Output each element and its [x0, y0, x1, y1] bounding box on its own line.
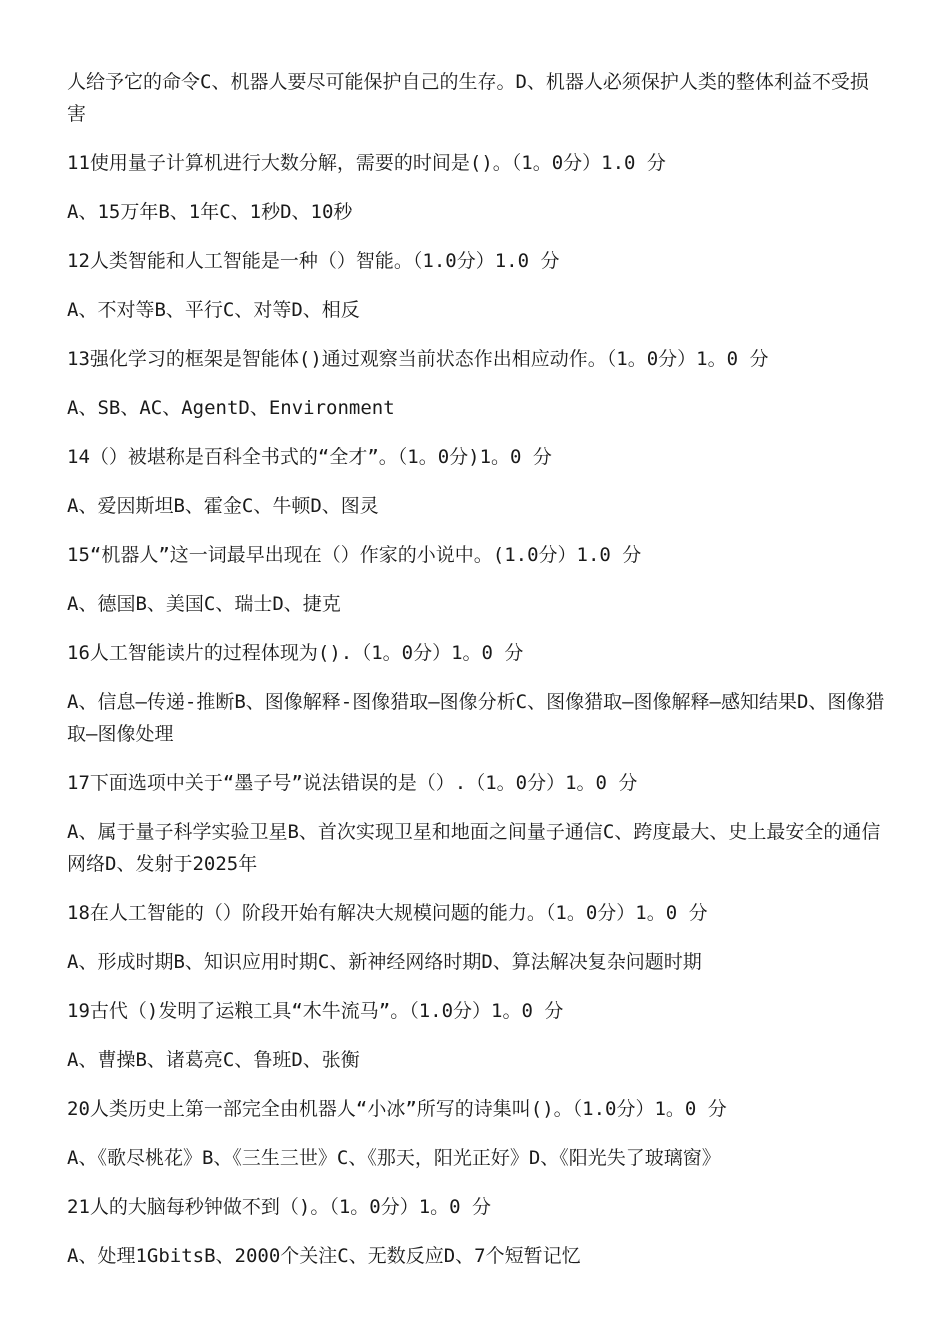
- question-16: 16人工智能读片的过程体现为().（1。0分）1。0 分: [67, 642, 524, 664]
- question-17: 17下面选项中关于“墨子号”说法错误的是（）.（1。0分）1。0 分: [67, 772, 638, 794]
- question-17-options: A、属于量子科学实验卫星B、首次实现卫星和地面之间量子通信C、跨度最大、史上最安全的通信网络D、发射于2025年: [67, 821, 881, 875]
- question-19: 19古代（)发明了运粮工具“木牛流马”。（1.0分）1。0 分: [67, 1000, 564, 1022]
- question-11-options: A、15万年B、1年C、1秒D、10秒: [67, 201, 353, 223]
- question-18: 18在人工智能的（）阶段开始有解决大规模问题的能力。（1。0分）1。0 分: [67, 902, 708, 924]
- question-11: 11使用量子计算机进行大数分解，需要的时间是()。（1。0分）1.0 分: [67, 152, 666, 174]
- question-16-options: A、信息—传递-推断B、图像解释-图像猎取—图像分析C、图像猎取—图像解释—感知结果D、图像猎取—图像处理: [67, 691, 885, 745]
- document-page: [67, 66, 887, 1289]
- question-19-options: A、曹操B、诸葛亮C、鲁班D、张衡: [67, 1049, 360, 1071]
- question-15-options: A、德国B、美国C、瑞士D、捷克: [67, 593, 341, 615]
- question-20-options: A、《歌尽桃花》B、《三生三世》C、《那天，阳光正好》D、《阳光失了玻璃窗》: [67, 1147, 721, 1169]
- question-18-options: A、形成时期B、知识应用时期C、新神经网络时期D、算法解决复杂问题时期: [67, 951, 702, 973]
- question-14: 14（）被堪称是百科全书式的“全才”。（1。0分)1。0 分: [67, 446, 552, 468]
- question-12-options: A、不对等B、平行C、对等D、相反: [67, 299, 360, 321]
- question-15: 15“机器人”这一词最早出现在（）作家的小说中。(1.0分）1.0 分: [67, 544, 642, 566]
- question-20: 20人类历史上第一部完全由机器人“小冰”所写的诗集叫()。（1.0分）1。0 分: [67, 1098, 727, 1120]
- question-21-options: A、处理1GbitsB、2000个关注C、无数反应D、7个短暂记忆: [67, 1245, 581, 1267]
- question-21: 21人的大脑每秒钟做不到（)。（1。0分）1。0 分: [67, 1196, 492, 1218]
- question-13: 13强化学习的框架是智能体()通过观察当前状态作出相应动作。（1。0分）1。0 分: [67, 348, 769, 370]
- question-12: 12人类智能和人工智能是一种（）智能。（1.0分）1.0 分: [67, 250, 560, 272]
- question-14-options: A、爱因斯坦B、霍金C、牛顿D、图灵: [67, 495, 379, 517]
- question-10-options-continued: 人给予它的命令C、机器人要尽可能保护自己的生存。D、机器人必须保护人类的整体利益不受损害: [67, 71, 869, 125]
- question-13-options: A、SB、AC、AgentD、Environment: [67, 397, 395, 419]
